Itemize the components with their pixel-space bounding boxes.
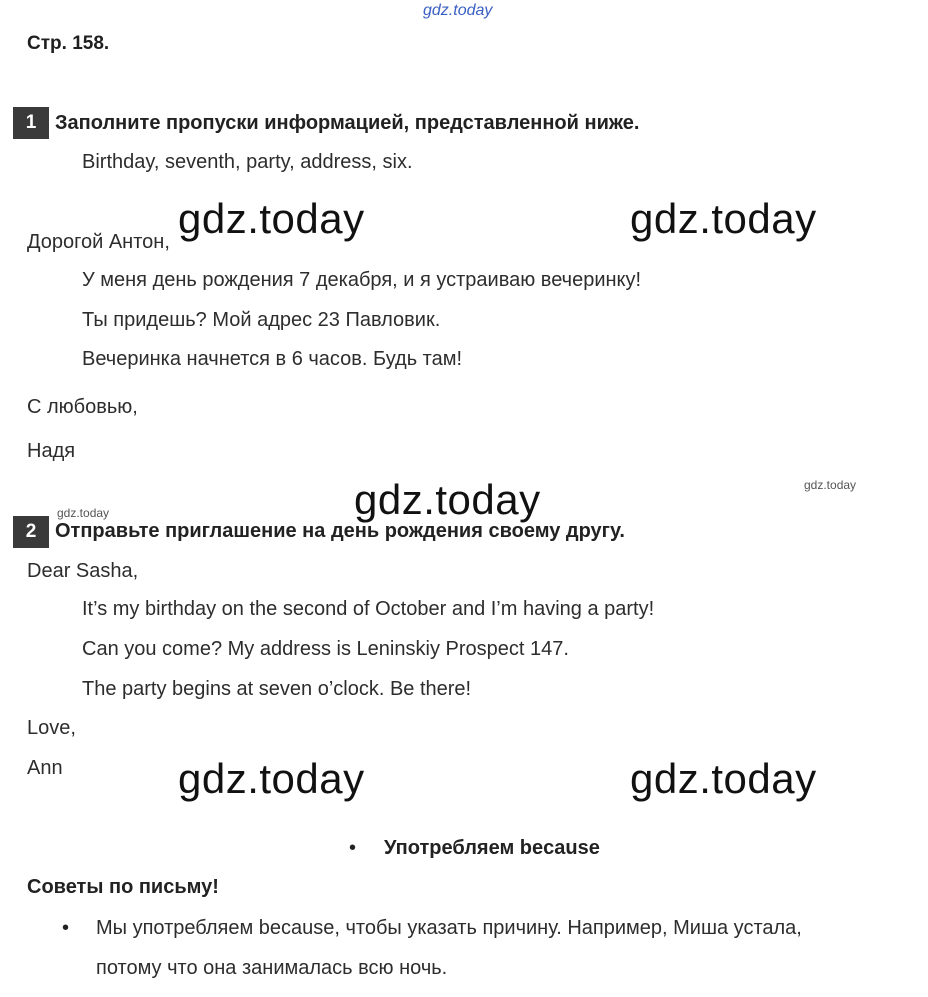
task1-number: 1 bbox=[13, 107, 49, 139]
tips-title: Советы по письму! bbox=[27, 876, 219, 898]
watermark-big-1: gdz.today bbox=[178, 195, 365, 242]
watermark-big-4: gdz.today bbox=[178, 755, 365, 802]
task2-signature: Ann bbox=[27, 757, 63, 779]
task1-signature: Надя bbox=[27, 440, 76, 462]
task2-line-3: The party begins at seven o’clock. Be there! bbox=[82, 678, 472, 700]
tip-bullet-icon: • bbox=[62, 917, 70, 939]
task2-number: 2 bbox=[13, 516, 49, 548]
watermark-big-5: gdz.today bbox=[630, 755, 817, 802]
task1-line-2: Ты придешь? Мой адрес 23 Павловик. bbox=[82, 309, 441, 331]
task2-greeting: Dear Sasha, bbox=[27, 560, 139, 582]
tip-line-1: Мы употребляем because, чтобы указать причину. Например, Миша устала, bbox=[96, 917, 802, 939]
task1-heading: Заполните пропуски информацией, представленной ниже. bbox=[55, 112, 640, 134]
task2-line-1: It’s my birthday on the second of October and I’m having a party! bbox=[82, 598, 655, 620]
task2-line-2: Can you come? My address is Leninskiy Prospect 147. bbox=[82, 638, 569, 660]
tip-line-2: потому что она занималась всю ночь. bbox=[96, 957, 448, 979]
task1-words: Birthday, seventh, party, address, six. bbox=[82, 151, 413, 173]
task1-closing: С любовью, bbox=[27, 396, 138, 418]
watermark-top: gdz.today bbox=[423, 2, 493, 19]
task2-header bbox=[13, 516, 49, 548]
page-title: Стр. 158. bbox=[27, 33, 110, 54]
watermark-big-3: gdz.today bbox=[354, 476, 541, 523]
task2-heading: Отправьте приглашение на день рождения своему другу. bbox=[55, 520, 625, 542]
task1-line-1: У меня день рождения 7 декабря, и я устраиваю вечеринку! bbox=[82, 269, 642, 291]
task1-line-3: Вечеринка начнется в 6 часов. Будь там! bbox=[82, 348, 463, 370]
watermark-big-2: gdz.today bbox=[630, 195, 817, 242]
watermark-small-left: gdz.today bbox=[57, 506, 110, 520]
bullet-dot-icon: • bbox=[349, 837, 357, 859]
watermark-small-right: gdz.today bbox=[804, 478, 857, 492]
task1-greeting: Дорогой Антон, bbox=[27, 231, 170, 253]
task2-closing: Love, bbox=[27, 717, 76, 739]
task1-header bbox=[13, 107, 49, 139]
section-bullet-heading: Употребляем because bbox=[384, 837, 600, 859]
